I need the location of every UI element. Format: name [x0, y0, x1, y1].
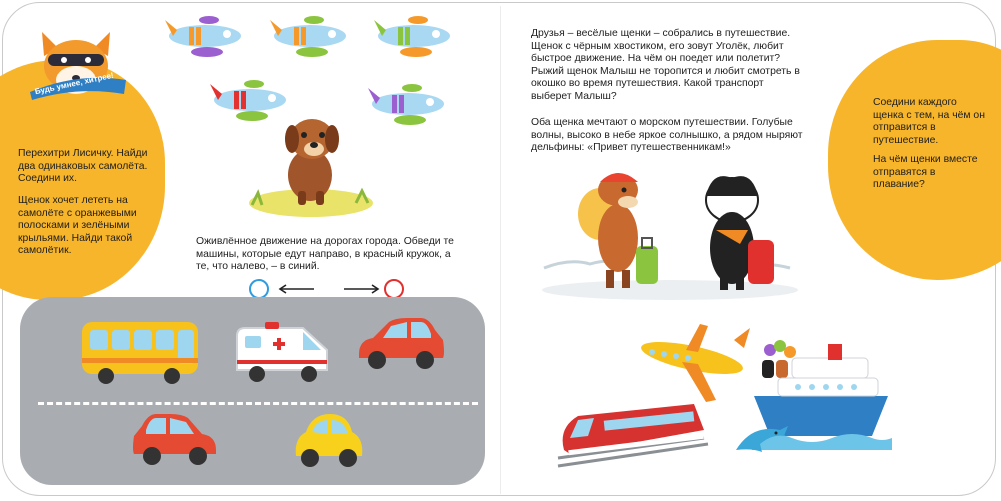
- story-paragraph-1: Друзья – весёлые щенки – собрались в путешествие. Щенок с чёрным хвостиком, его зовут Уголёк, любит быстрое движение. На чём он поедет или полетит? Рыжий щенок Малыш не торопится и любит смотреть в окошко во время путешествия. Какой транспорт выберет Малыш?: [531, 28, 800, 102]
- page-gutter: [500, 6, 501, 494]
- train-icon[interactable]: [554, 398, 712, 470]
- fox-task-2: Щенок хочет лететь на самолёте с оранжевыми полосками и зелёными крыльями. Найди такой самолётик.: [18, 195, 137, 257]
- road-task-text: Оживлённое движение на дорогах города. Обведи те машины, которые едут направо, в красный кружок, а те, что налево, – в синий.: [196, 236, 454, 273]
- yellow-car-icon[interactable]: [290, 410, 368, 470]
- fox-task-1: Перехитри Лисичку. Найди два одинаковых самолёта. Соедини их.: [18, 148, 148, 185]
- red-car-right-icon[interactable]: [355, 314, 447, 370]
- travel-puppies-illustration: [540, 160, 802, 305]
- airplane-5-icon[interactable]: [366, 80, 451, 128]
- arrow-left-icon: [278, 284, 316, 294]
- brown-puppy-illustration: [246, 105, 376, 220]
- red-car-left-icon[interactable]: [130, 408, 220, 466]
- passenger-airplane-icon[interactable]: [634, 322, 752, 404]
- yellow-bus-icon[interactable]: [80, 318, 200, 386]
- airplane-3-icon[interactable]: [372, 12, 457, 60]
- airplane-1-icon[interactable]: [163, 12, 248, 60]
- ambulance-icon[interactable]: [233, 322, 333, 384]
- arrow-right-icon: [342, 284, 380, 294]
- fox-banner-text: Будь умнее, хитрее!: [34, 70, 115, 97]
- side-task-1: Соедини каждого щенка с тем, на чём он отправится в путешествие.: [873, 97, 985, 146]
- red-circle-marker: [384, 279, 404, 299]
- side-task-2: На чём щенки вместе отправятся в плавание?: [873, 154, 978, 191]
- lane-divider: [38, 402, 478, 405]
- dolphin-icon: [732, 420, 790, 460]
- blue-circle-marker: [249, 279, 269, 299]
- story-paragraph-2: Оба щенка мечтают о морском путешествии. Голубые волны, высоко в небе яркое солнышко, а рядом ныряют дельфины: «Привет путешественникам!»: [531, 117, 803, 154]
- airplane-2-icon[interactable]: [268, 12, 353, 60]
